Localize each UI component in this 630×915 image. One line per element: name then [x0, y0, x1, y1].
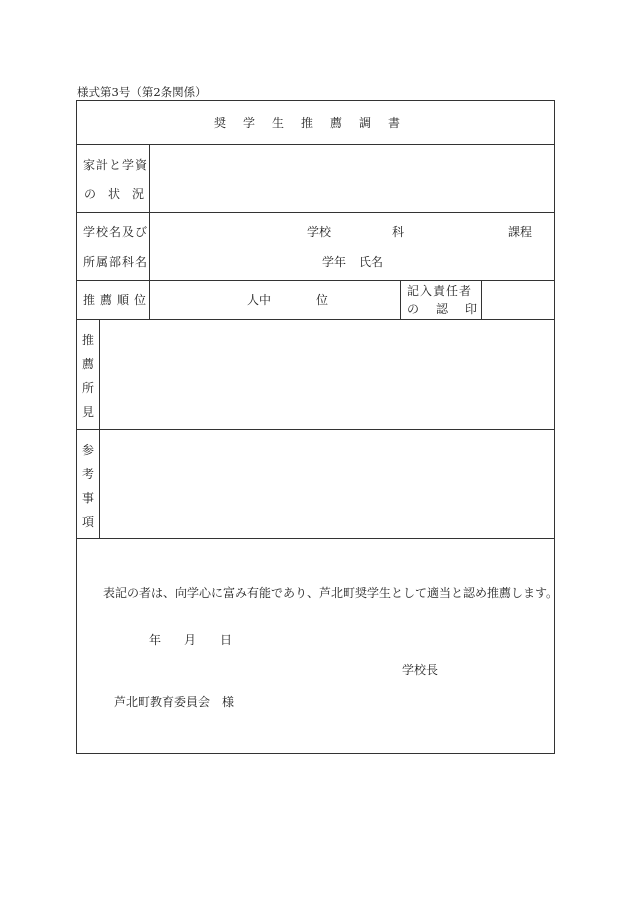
name-label: 氏名 [359, 255, 384, 269]
remarks-label-char: 参 [81, 443, 94, 457]
confirm-label-line2: の認印 [407, 302, 495, 316]
date-day: 日 [220, 633, 233, 647]
household-label-line2: の状況 [84, 187, 157, 201]
grade-suffix: 学年 [322, 255, 347, 269]
remarks-field[interactable] [100, 430, 555, 537]
column-divider [400, 280, 401, 319]
recommendation-label-char: 所 [81, 381, 94, 395]
recommendation-label-char: 薦 [81, 357, 94, 371]
confirm-label-line1: 記入責任者 [407, 284, 473, 298]
form-title: 奨学生推薦調書 [213, 116, 417, 130]
addressee: 芦北町教育委員会 様 [114, 695, 235, 709]
recommendation-label-char: 見 [81, 405, 94, 419]
school-label-line2: 所属部科名 [83, 255, 149, 269]
row-divider [77, 538, 554, 539]
rank-label: 推薦順位 [83, 293, 152, 307]
recommendation-label-char: 推 [81, 333, 94, 347]
department-suffix: 科 [392, 225, 405, 239]
rank-suffix: 位 [316, 293, 329, 307]
date-year: 年 [149, 633, 162, 647]
household-label-line1: 家計と学資 [83, 158, 149, 172]
date-month: 月 [184, 633, 197, 647]
household-field[interactable] [150, 145, 555, 211]
form-number: 様式第3号（第2条関係） [77, 85, 207, 99]
remarks-label-char: 事 [81, 491, 94, 505]
principal-label: 学校長 [402, 663, 439, 677]
recommendation-form [76, 100, 559, 754]
seal-field[interactable] [482, 281, 555, 318]
school-label-line1: 学校名及び [83, 225, 149, 239]
school-suffix: 学校 [307, 225, 332, 239]
rank-middle-suffix: 人中 [247, 293, 272, 307]
recommendation-opinion-field[interactable] [100, 320, 555, 428]
course-suffix: 課程 [508, 225, 533, 239]
remarks-label-char: 項 [81, 515, 94, 529]
recommendation-statement: 表記の者は、向学心に富み有能であり、芦北町奨学生として適当と認め推薦します。 [103, 586, 559, 600]
remarks-label-char: 考 [81, 467, 94, 481]
